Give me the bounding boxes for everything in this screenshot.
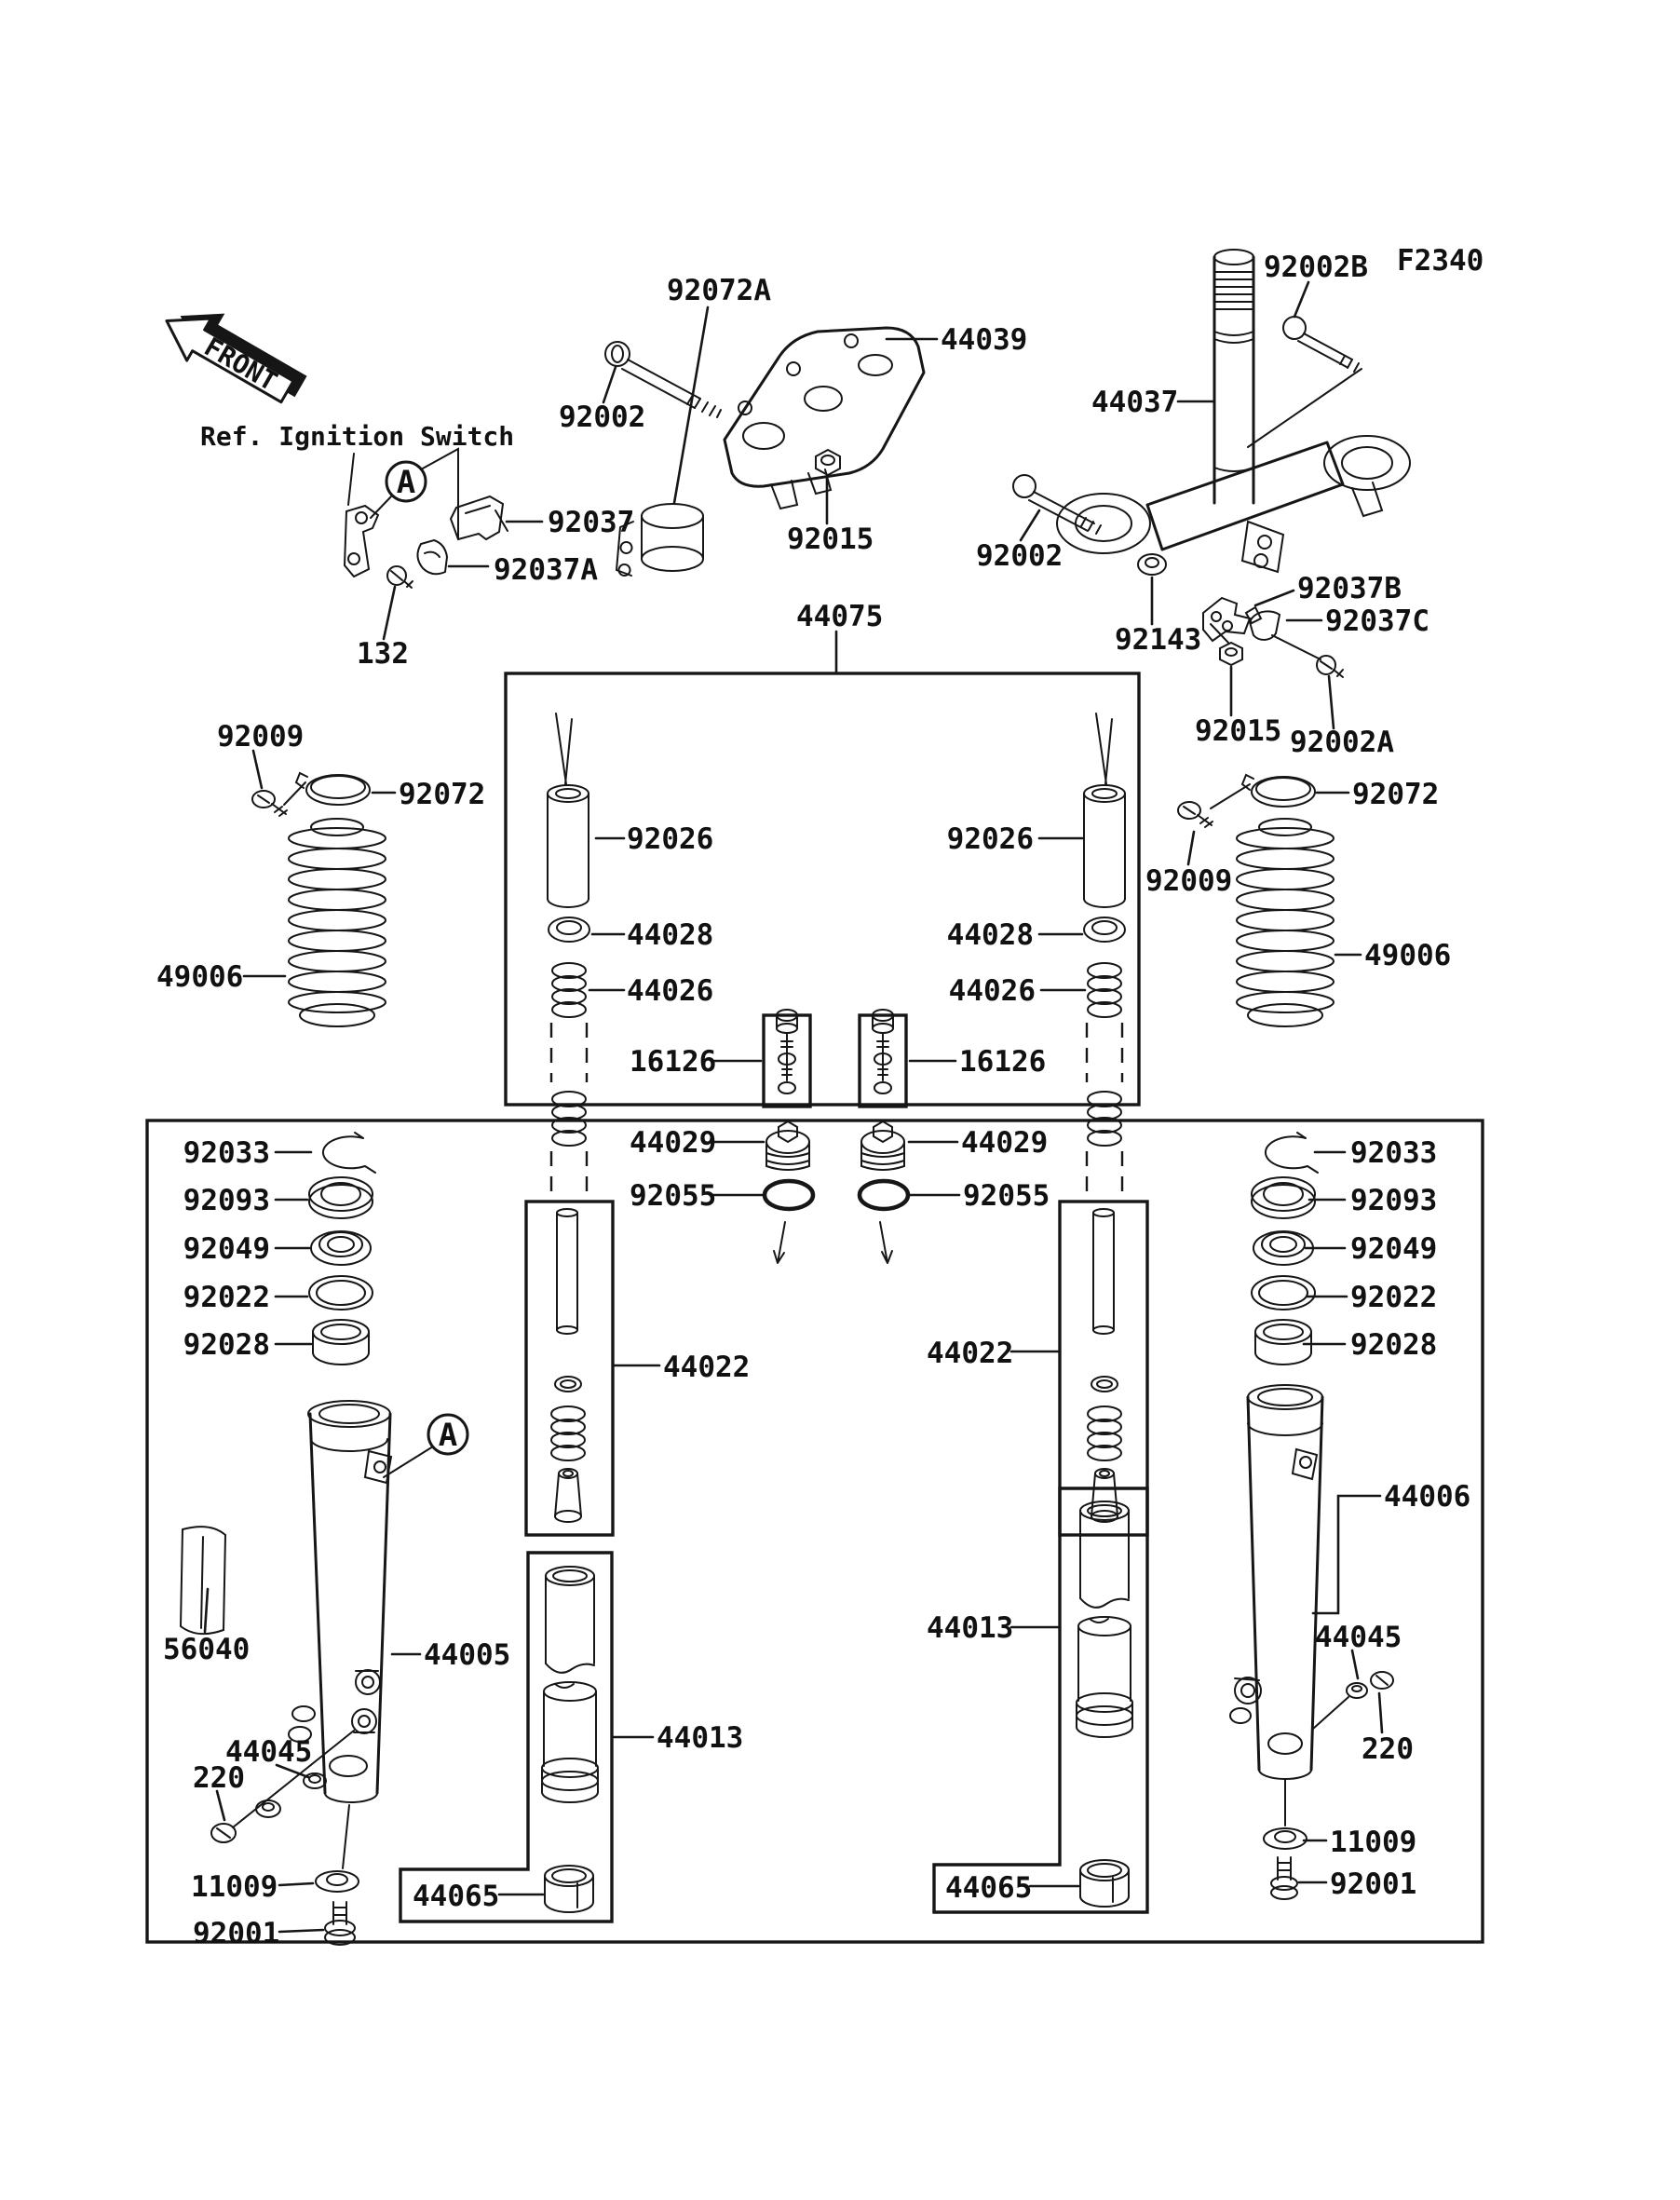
part-44022-right-drawing — [1088, 1209, 1121, 1522]
part-44037-drawing — [1214, 250, 1253, 503]
front-direction-badge — [155, 291, 314, 416]
callout-44039: 44039 — [941, 323, 1028, 357]
lower-triple-clamp-drawing — [1057, 436, 1410, 572]
callout-44037: 44037 — [1091, 386, 1179, 419]
callout-44022-left: 44022 — [663, 1351, 751, 1384]
callout-92026-right: 92026 — [946, 822, 1034, 856]
callout-92028-left: 92028 — [183, 1328, 270, 1362]
part-92072-left-drawing — [284, 773, 370, 805]
callout-56040: 56040 — [163, 1633, 251, 1666]
figure-code: F2340 — [1397, 244, 1484, 278]
callout-44045-left: 44045 — [225, 1735, 313, 1769]
pour-direction-arrows — [774, 1222, 892, 1263]
part-11009-left-drawing — [316, 1805, 359, 1892]
part-92143-drawing — [1138, 554, 1166, 575]
callout-92002B: 92002B — [1264, 251, 1368, 284]
callout-92033-left: 92033 — [183, 1136, 270, 1170]
callout-92072-left: 92072 — [399, 778, 486, 811]
callout-92049-left: 92049 — [183, 1232, 270, 1266]
callout-44026-left: 44026 — [627, 974, 714, 1008]
part-44065-right-drawing — [1080, 1860, 1129, 1907]
callout-92055-right: 92055 — [963, 1179, 1050, 1213]
callout-16126-left: 16126 — [630, 1045, 717, 1079]
callout-92002-right: 92002 — [976, 539, 1064, 573]
callout-44029-left: 44029 — [630, 1126, 717, 1160]
callout-92001-right: 92001 — [1330, 1867, 1417, 1901]
part-92009-right-drawing — [1178, 802, 1213, 827]
callout-44013-left: 44013 — [657, 1721, 744, 1755]
callout-44005: 44005 — [424, 1638, 511, 1672]
part-44029-right-drawing — [861, 1121, 904, 1170]
kit-box-44022-left — [526, 1202, 613, 1535]
callout-220-right: 220 — [1362, 1732, 1414, 1766]
front-badge-label: FRONT — [198, 331, 283, 398]
part-92037C-drawing — [1246, 607, 1280, 640]
callout-16126-right: 16126 — [959, 1045, 1047, 1079]
callout-44065-right: 44065 — [945, 1871, 1033, 1905]
callout-92072-right: 92072 — [1352, 778, 1440, 811]
callout-92037C: 92037C — [1325, 604, 1429, 638]
callout-49006-right: 49006 — [1364, 939, 1452, 972]
callout-92072A: 92072A — [667, 274, 771, 307]
part-92001-right-drawing — [1271, 1857, 1297, 1899]
callout-44006: 44006 — [1384, 1480, 1471, 1514]
callout-44028-left: 44028 — [627, 918, 714, 952]
callout-92055-left: 92055 — [630, 1179, 717, 1213]
callout-92002A: 92002A — [1290, 726, 1394, 759]
part-92055-left-drawing — [765, 1181, 813, 1209]
kit-box-44022-right — [1060, 1202, 1147, 1535]
callout-220-left: 220 — [193, 1761, 245, 1795]
part-92037B-drawing — [1203, 598, 1250, 641]
callout-92009-right: 92009 — [1145, 864, 1233, 898]
callout-92143: 92143 — [1115, 623, 1202, 657]
part-49006-left-drawing — [289, 819, 386, 1026]
part-92037A-drawing — [417, 540, 447, 574]
detail-marker-fork-tube — [384, 1415, 467, 1477]
callout-92026-left: 92026 — [627, 822, 714, 856]
fork-internals-right-column — [1084, 713, 1125, 1198]
callout-44075: 44075 — [796, 600, 884, 633]
callout-92033-right: 92033 — [1350, 1136, 1438, 1170]
part-92055-right-drawing — [860, 1181, 908, 1209]
callout-49006-left: 49006 — [156, 960, 244, 994]
kit-box-44013-right — [934, 1488, 1147, 1912]
callout-44029-right: 44029 — [961, 1126, 1049, 1160]
part-11009-right-drawing — [1264, 1779, 1307, 1849]
callout-44026-right: 44026 — [948, 974, 1036, 1008]
callout-92015-center: 92015 — [787, 523, 874, 556]
part-44039-drawing — [725, 328, 924, 509]
callout-92009-left: 92009 — [217, 720, 305, 754]
callout-92093-left: 92093 — [183, 1184, 270, 1217]
part-92009-left-drawing — [252, 791, 287, 816]
callout-44013-right: 44013 — [927, 1611, 1014, 1645]
callout-92015-right: 92015 — [1195, 714, 1282, 748]
callout-92002-left: 92002 — [559, 401, 646, 434]
callout-92022-right: 92022 — [1350, 1281, 1438, 1314]
part-92037-drawing — [451, 496, 508, 539]
callout-92049-right: 92049 — [1350, 1232, 1438, 1266]
part-92015-center-drawing — [816, 450, 840, 475]
part-56040-drawing — [181, 1527, 225, 1634]
part-44065-left-drawing — [545, 1866, 593, 1912]
part-92001-left-drawing — [325, 1902, 355, 1945]
detail-marker-ignition — [348, 449, 458, 538]
callout-44065-left: 44065 — [413, 1880, 500, 1913]
seal-stack-left — [309, 1133, 375, 1365]
part-44029-left-drawing — [766, 1121, 809, 1170]
part-92072-right-drawing — [1211, 775, 1315, 808]
part-49006-right-drawing — [1237, 819, 1334, 1026]
callout-44045-right: 44045 — [1315, 1621, 1402, 1654]
assembly-box-44075 — [506, 673, 1139, 1105]
callout-44028-right: 44028 — [946, 918, 1034, 952]
callout-92022-left: 92022 — [183, 1281, 270, 1314]
callout-92037: 92037 — [548, 506, 635, 539]
callout-92037B: 92037B — [1297, 572, 1402, 605]
callout-11009-left: 11009 — [191, 1870, 278, 1904]
callout-44022-right: 44022 — [927, 1337, 1014, 1370]
part-44022-left-drawing — [551, 1209, 585, 1522]
fork-internals-left-column — [548, 713, 589, 1198]
reference-note: Ref. Ignition Switch — [200, 421, 515, 452]
part-92015-right-drawing — [1220, 643, 1242, 665]
callout-92001-left: 92001 — [193, 1917, 280, 1950]
callout-92037A: 92037A — [494, 553, 598, 587]
part-92002B-drawing — [1248, 317, 1362, 447]
part-132-drawing — [387, 566, 413, 588]
detail-marker-label: A — [396, 464, 416, 501]
callout-132: 132 — [357, 637, 409, 671]
part-44013-left-drawing — [542, 1567, 598, 1802]
callout-92093-right: 92093 — [1350, 1184, 1438, 1217]
part-44013-right-drawing — [1077, 1501, 1132, 1737]
detail-marker-label: A — [438, 1417, 458, 1454]
callout-11009-right: 11009 — [1330, 1826, 1417, 1859]
part-44006-drawing — [1230, 1385, 1322, 1779]
callout-92028-right: 92028 — [1350, 1328, 1438, 1362]
